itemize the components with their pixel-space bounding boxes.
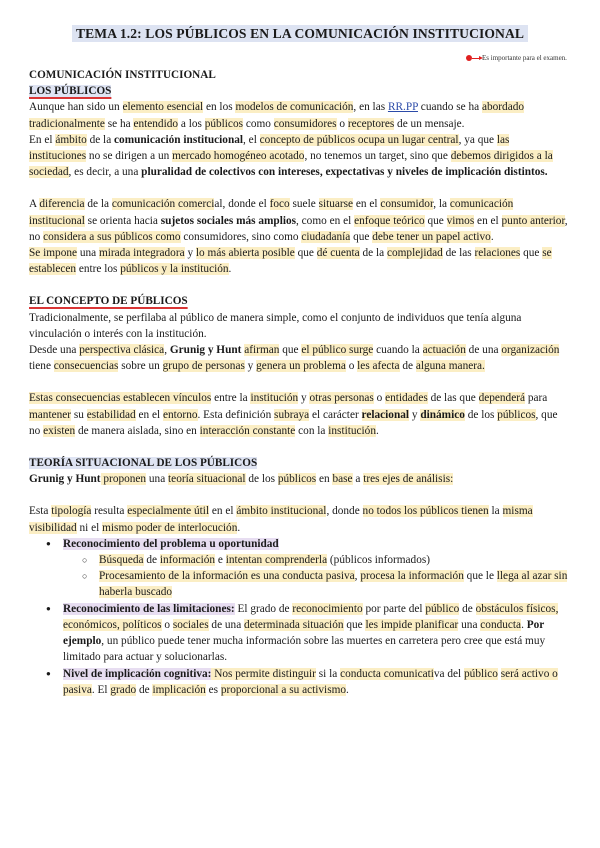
- paragraph: Grunig y Hunt proponen una teoría situacional de los públicos en base a tres ejes de análisis:: [29, 473, 454, 486]
- paragraph: Tradicionalmente, se perfilaba al público de manera simple, como el conjunto de individuos que tenía alguna vinculación o interés con la institución.: [29, 311, 522, 340]
- list-item: ● Nivel de implicación cognitiva: Nos permite distinguir si la conducta comunicativa del público será activo o pasiva. El grado de implicación es proporcional a su activismo.: [63, 666, 569, 698]
- arrow-icon: [472, 58, 481, 59]
- axes-list: [29, 536, 569, 698]
- paragraph: Estas consecuencias establecen vínculos entre la institución y otras personas o entidades de las que dependerá para mantener su estabilidad en el entorno. Esta definición subraya el carácter relacional y dinámico de los públicos, que no existen de manera aislada, sino en interacción constante con la institución.: [29, 392, 558, 437]
- section-heading-concepto: EL CONCEPTO DE PÚBLICOS: [29, 295, 188, 308]
- exam-note: [466, 54, 567, 62]
- paragraph: Esta tipología resulta especialmente útil en el ámbito institucional, donde no todos los públicos tienen la misma visibilidad ni el mismo poder de interlocución.: [29, 505, 533, 534]
- section-heading-comunicacion: COMUNICACIÓN INSTITUCIONAL: [29, 69, 216, 81]
- document-title: TEMA 1.2: LOS PÚBLICOS EN LA COMUNICACIÓN INSTITUCIONAL: [0, 26, 600, 42]
- exam-note-text: Es importante para el examen.: [482, 54, 567, 62]
- rrpp-link[interactable]: RR.PP: [387, 101, 418, 114]
- list-item: ● Reconocimiento de las limitaciones: El grado de reconocimiento por parte del público de obstáculos físicos, económicos, políticos o sociales de una determinada situación que les impide planificar una conducta. Por ejemplo, un público puede tener mucha información sobre las muertes en carretera pero cree que está muy limitado para actuar y solucionarlas.: [63, 601, 569, 666]
- list-item: ○ Procesamiento de la información es una conducta pasiva, procesa la información que le llega al azar sin haberla buscado: [99, 568, 569, 600]
- sublist: [63, 552, 569, 601]
- paragraph: Desde una perspectiva clásica, Grunig y Hunt afirman que el público surge cuando la actuación de una organización tiene consecuencias sobre un grupo de personas y genera un problema o les afecta de alguna manera.: [29, 344, 560, 373]
- list-item: ● Reconocimiento del problema u oportunidad ○ Búsqueda de información e intentan comprenderla (públicos informados) ○ Procesamiento de la información es una conducta pasiva, procesa la información que le llega al azar sin haberla buscado: [63, 536, 569, 601]
- subheading-los-publicos: LOS PÚBLICOS: [29, 85, 112, 98]
- document-body: [29, 67, 569, 698]
- paragraph: Aunque han sido un elemento esencial en los modelos de comunicación, en las RR.PP cuando se ha abordado tradicionalmente se ha entendido a los públicos como consumidores o receptores de un mensaje.: [29, 101, 525, 130]
- paragraph: Se impone una mirada integradora y lo más abierta posible que dé cuenta de la complejidad de las relaciones que se establecen entre los públicos y la institución.: [29, 247, 552, 276]
- paragraph: En el ámbito de la comunicación institucional, el concepto de públicos ocupa un lugar central, ya que las instituciones no se dirigen a un mercado homogéneo acotado, no tenemos un target, sino que debemos dirigidos a la sociedad, es decir, a una pluralidad de colectivos con intereses, expectativas y niveles de implicación distintos.: [29, 133, 553, 179]
- section-heading-teoria: TEORÍA SITUACIONAL DE LOS PÚBLICOS: [29, 457, 258, 470]
- paragraph: A diferencia de la comunicación comercial, donde el foco suele situarse en el consumidor, la comunicación institucional se orienta hacia sujetos sociales más amplios, como en el enfoque teórico que vimos en el punto anterior, no considera a sus públicos como consumidores, sino como ciudadanía que debe tener un papel activo.: [29, 198, 568, 243]
- list-item: ○ Búsqueda de información e intentan comprenderla (públicos informados): [99, 552, 569, 568]
